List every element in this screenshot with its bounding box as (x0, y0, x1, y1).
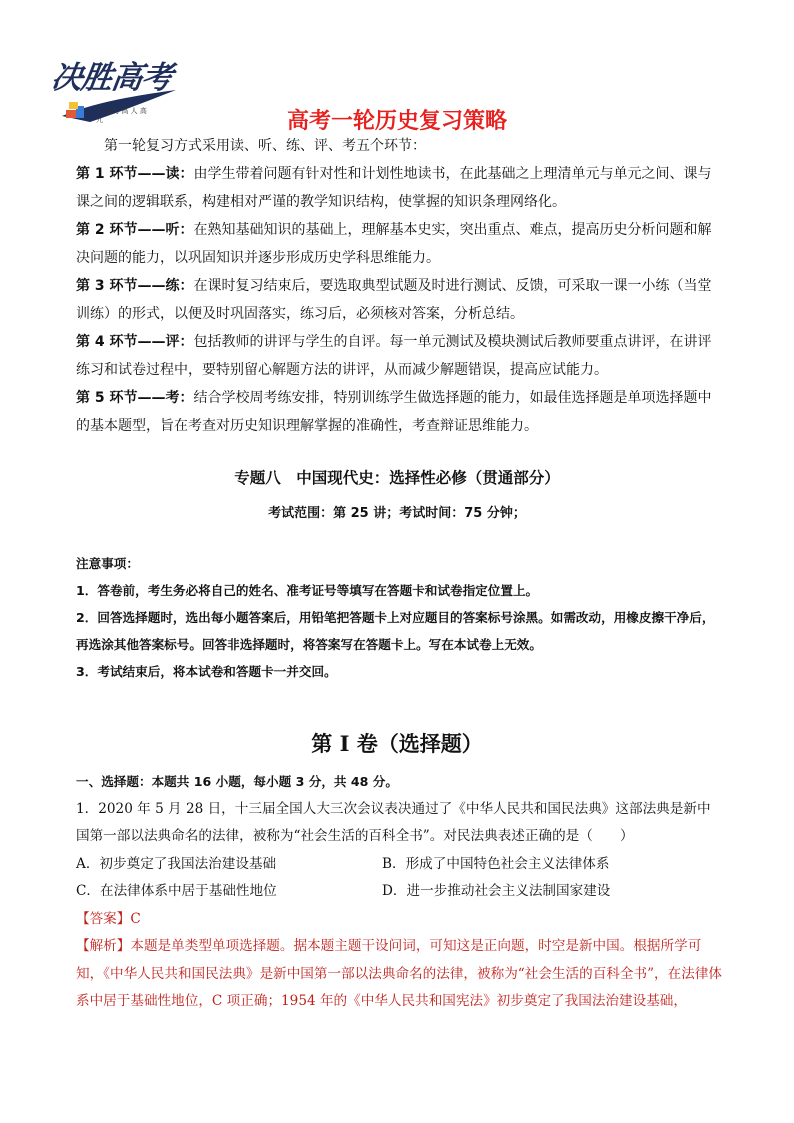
step-4-label: 第 4 环节——评： (76, 334, 194, 350)
step-5 (76, 384, 722, 440)
notice-item-3: 3．考试结束后，将本试卷和答题卡一并交回。 (76, 664, 337, 679)
answer-line (76, 906, 724, 934)
options-row-2 (76, 878, 724, 906)
notice-heading: 注意事项： (76, 556, 139, 571)
answer-tag: 【答案】 (76, 910, 131, 927)
notice-item-1: 1．答卷前，考生务必将自己的姓名、准考证号等填写在答题卡和试卷指定位置上。 (76, 583, 539, 598)
question-1-stem: 1．2020 年 5 月 28 日，十三届全国人大三次会议表决通过了《中华人民共和国民法典》这部法典是新中国第一部以法典命名的法律，被称为“社会生活的百科全书”。对民法典表述正确的是（ ） (76, 800, 711, 844)
step-3-label: 第 3 环节——练： (76, 278, 194, 294)
answer-value: C (130, 910, 141, 927)
step-5-text: 结合学校周考练安排，特别训练学生做选择题的能力，如最佳选择题是单项选择题中的基本题型，旨在考查对历史知识理解掌握的准确性，考查辩证思维能力。 (76, 390, 712, 434)
section-title: 第 I 卷（选择题） (311, 731, 483, 756)
option-b: B．形成了中国特色社会主义法律体系 (382, 855, 610, 872)
option-a: A．初步奠定了我国法治建设基础 (76, 855, 277, 872)
question-block (76, 768, 724, 1016)
step-4 (76, 328, 722, 384)
step-2-text: 在熟知基础知识的基础上，理解基本史实，突出重点、难点，提高历史分析问题和解决问题的能力，以巩固知识并逐步形成历史学科思维能力。 (76, 222, 712, 266)
analysis-tag: 【解析】 (76, 938, 131, 954)
analysis-line (76, 933, 724, 1016)
notice-block (76, 550, 724, 685)
step-3-text: 在课时复习结束后，要选取典型试题及时进行测试、反馈，可采取一课一小练（当堂训练）的形式，以便及时巩固落实，练习后，必须核对答案，分析总结。 (76, 278, 712, 322)
option-c: C．在法律体系中居于基础性地位 (76, 883, 277, 899)
logo-tagline: 夕 量为 高 人 高 九 (96, 107, 147, 124)
exam-range: 考试范围：第 25 讲；考试时间：75 分钟； (268, 506, 526, 521)
options-row-1 (76, 851, 724, 879)
analysis-text: 本题是单类型单项选择题。据本题主题干设问词，可知这是正向题，时空是新中国。根据所学可知，《中华人民共和国民法典》是新中国第一部以法典命名的法律，被称为“社会生活的百科全书”，在法律体系中居于基础性地位，C 项正确；1954 年的《中华人民共和国宪法》初步奠定了我国法治建设基础， (76, 938, 723, 1009)
step-1 (76, 160, 722, 216)
step-4-text: 包括教师的讲评与学生的自评。每一单元测试及模块测试后教师要重点讲评，在讲评练习和试卷过程中，要特别留心解题方法的讲评，从而减少解题错误，提高应试能力。 (76, 334, 712, 378)
option-d: D．进一步推动社会主义法制国家建设 (382, 883, 611, 899)
notice-item-2: 2．回答选择题时，选出每小题答案后，用铅笔把答题卡上对应题目的答案标号涂黑。如需改动，用橡皮擦干净后，再选涂其他答案标号。回答非选择题时，将答案写在答题卡上。写在本试卷上无效。 (76, 610, 715, 652)
step-2-label: 第 2 环节——听： (76, 222, 194, 238)
topic-heading: 专题八 中国现代史：选择性必修（贯通部分） (234, 469, 560, 487)
logo-text: 决胜高考 (48, 60, 175, 96)
step-1-label: 第 1 环节——读： (76, 166, 194, 182)
intro-text: 第一轮复习方式采用读、听、练、评、考五个环节： (104, 138, 426, 154)
step-1-text: 由学生带着问题有针对性和计划性地读书，在此基础之上理清单元与单元之间、课与课之间的逻辑联系，构建相对严谨的教学知识结构，使掌握的知识条理网络化。 (76, 166, 712, 210)
step-3 (76, 272, 722, 328)
step-2 (76, 216, 722, 272)
page-title: 高考一轮历史复习策略 (286, 109, 507, 134)
step-5-label: 第 5 环节——考： (76, 390, 194, 406)
question-part-heading: 一、选择题：本题共 16 小题，每小题 3 分，共 48 分。 (76, 774, 398, 789)
strategy-section (76, 132, 722, 440)
